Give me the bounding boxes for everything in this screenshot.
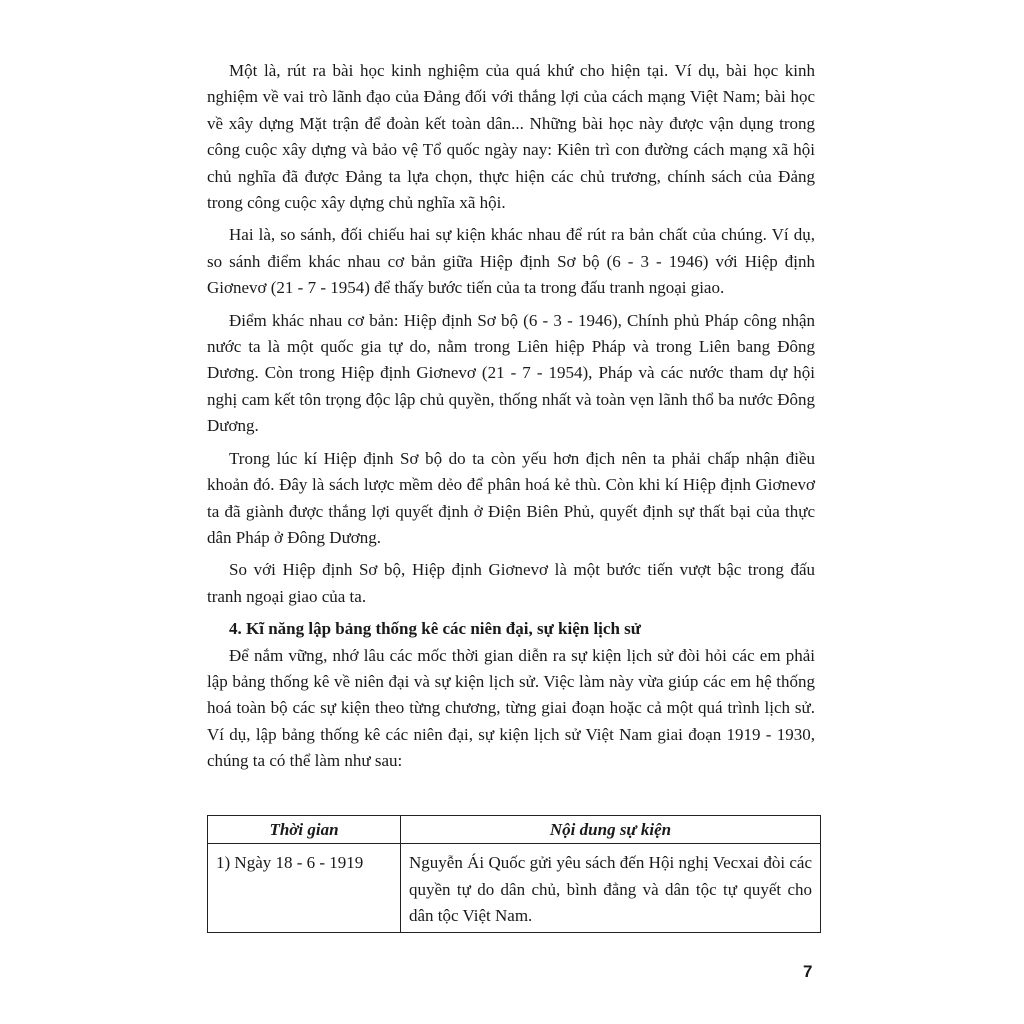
paragraph-context: Trong lúc kí Hiệp định Sơ bộ do ta còn yếu hơn địch nên ta phải chấp nhận điều khoản đó. Đây là sách lược mềm dẻo để phân hoá kẻ thù. Còn khi kí Hiệp định Giơnevơ ta đã giành được thắng lợi quyết định ở Điện Biên Phủ, quyết định sự thất bại của thực dân Pháp ở Đông Dương. bbox=[207, 448, 815, 547]
paragraph-conclusion: So với Hiệp định Sơ bộ, Hiệp định Giơnevơ là một bước tiến vượt bậc trong đấu tranh ngoại giao của ta. bbox=[207, 560, 815, 606]
table-header-time: Thời gian bbox=[208, 816, 401, 844]
paragraph-lesson-two: Hai là, so sánh, đối chiếu hai sự kiện khác nhau để rút ra bản chất của chúng. Ví dụ, so sánh điểm khác nhau cơ bản giữa Hiệp định Sơ bộ (6 - 3 - 1946) với Hiệp định Giơnevơ (21 - 7 - 1954) để thấy bước tiến của ta trong đấu tranh ngoại giao. bbox=[207, 225, 815, 298]
paragraph-differences: Điểm khác nhau cơ bản: Hiệp định Sơ bộ (6 - 3 - 1946), Chính phủ Pháp công nhận nước ta là một quốc gia tự do, nằm trong Liên hiệp Pháp và trong Liên bang Đông Dương. Còn trong Hiệp định Giơnevơ (21 - 7 - 1954), Pháp và các nước tham dự hội nghị cam kết tôn trọng độc lập chủ quyền, thống nhất và toàn vẹn lãnh thổ ba nước Đông Dương. bbox=[207, 310, 815, 436]
table-header-row bbox=[208, 816, 821, 844]
paragraph-lesson-one: Một là, rút ra bài học kinh nghiệm của quá khứ cho hiện tại. Ví dụ, bài học kinh nghiệm về vai trò lãnh đạo của Đảng đối với thắng lợi của cách mạng Việt Nam; bài học về xây dựng Mặt trận để đoàn kết toàn dân... Những bài học này được vận dụng trong công cuộc xây dựng và bảo vệ Tổ quốc ngày nay: Kiên trì con đường cách mạng xã hội chủ nghĩa đã được Đảng ta lựa chọn, thực hiện các chủ trương, chính sách của Đảng trong công cuộc xây dựng chủ nghĩa xã hội. bbox=[207, 61, 815, 213]
table-header-content: Nội dung sự kiện bbox=[401, 816, 821, 844]
page-body bbox=[207, 58, 815, 781]
section-paragraph: Để nắm vững, nhớ lâu các mốc thời gian diễn ra sự kiện lịch sử đòi hỏi các em phải lập bảng thống kê về niên đại và sự kiện lịch sử. Việc làm này vừa giúp các em hệ thống hoá toàn bộ các sự kiện theo từng chương, từng giai đoạn hoặc cả một quá trình lịch sử. Ví dụ, lập bảng thống kê các niên đại, sự kiện lịch sử Việt Nam giai đoạn 1919 - 1930, chúng ta có thể làm như sau: bbox=[207, 645, 815, 771]
table-row bbox=[208, 844, 821, 932]
table-cell-date: 1) Ngày 18 - 6 - 1919 bbox=[208, 844, 401, 932]
page-number: 7 bbox=[803, 962, 813, 981]
table-cell-event: Nguyễn Ái Quốc gửi yêu sách đến Hội nghị Vecxai đòi các quyền tự do dân chủ, bình đẳng và dân tộc tự quyết cho dân tộc Việt Nam. bbox=[401, 844, 821, 932]
events-table bbox=[207, 815, 821, 933]
section-heading: 4. Kĩ năng lập bảng thống kê các niên đại, sự kiện lịch sử bbox=[229, 619, 641, 639]
